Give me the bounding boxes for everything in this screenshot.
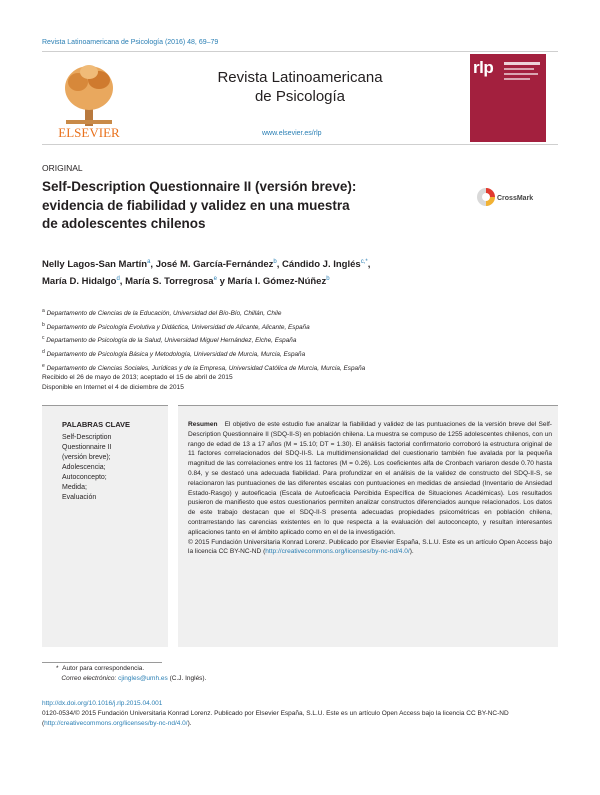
section-label: ORIGINAL bbox=[42, 163, 83, 173]
affiliation: $^c$ Departamento de Psicología de la Salud, Universidad Miguel Hernández, Elche, España bbox=[42, 335, 297, 345]
affiliation-list bbox=[42, 306, 562, 374]
journal-title-line2: de Psicología bbox=[254, 88, 346, 105]
elsevier-wordmark: ELSEVIER bbox=[58, 125, 120, 140]
affiliation: $^a$ Departamento de Ciencias de la Educación, Universidad del Bío-Bío, Chillán, Chile bbox=[42, 308, 282, 318]
crossmark-label: CrossMark bbox=[497, 195, 534, 202]
keyword: Adolescencia; bbox=[62, 464, 106, 471]
author: María S. Torregrosa$^e$ y bbox=[125, 276, 228, 288]
footnote bbox=[56, 664, 456, 684]
elsevier-logo bbox=[52, 58, 126, 140]
abstract-text: El objetivo de este estudio fue analizar la fiabilidad y validez de las puntuaciones de la versión breve del Self-Description Questionnaire II (SDQ-II-S) en población chilena. La muestra se compuso de 1255 adolescentes chilenos, con un rango de edad de 13 a 17 años (M = 15.10; DT = 1.30). El análisis factorial confirmatorio corroboró la estructura original de 11 factores correlacionados del SDQ-II-S. La multidimensionalidad del cuestionario también fue avalada por la pequeña magnitud de las correlaciones entre los 11 factores (M = 0.26). Los coeficientes alfa de Cronbach variaron desde 0.70 hasta 0.84, y se destacó una adecuada fiabilidad. Para profundizar en el análisis de la validez de constructo del SDQ-II-S, se relacionaron las puntuaciones de las diferentes escalas con puntuaciones en medidas de ansiedad (Inventario de Ansiedad Estado-Rasgo) y autoeficacia (Escala de Autoeficacia Percibida Específica de Situaciones Académicas). Los resultados pusieron de manifiesto que estos cuestionarios permiten analizar constructos diferenciados aunque relacionados. Los datos de este trabajo destacan que el SDQ-II-S presenta adecuadas propiedades psicométricas en población chilena, contrarrestando las carencias existentes en lo que respecta a la evaluación del autoconcepto, y resultan interesantes aplicaciones tanto en el ámbito aplicado como en el de la investigación. bbox=[188, 421, 552, 536]
license-footer: 0120-0534/© 2015 Fundación Universitaria Konrad Lorenz. Publicado por Elsevier España, S.L.U. Este es un artículo Open Access bajo la licencia CC BY-NC-ND (http://creativecommons.org/licenses/by-nc-nd/4.0/). bbox=[42, 710, 509, 727]
abstract-copyright: © 2015 Fundación Universitaria Konrad Lorenz. Publicado por Elsevier España, S.L.U. Este es un artículo Open Access bajo la licencia CC BY-NC-ND (http://creativecommons.org/licenses/by-nc-nd/4.0/). bbox=[188, 538, 552, 556]
title-line-3: de adolescentes chilenos bbox=[42, 216, 206, 231]
keywords-heading: PALABRAS CLAVE bbox=[62, 420, 131, 429]
license-link[interactable]: http://creativecommons.org/licenses/by-nc-nd/4.0/ bbox=[265, 548, 410, 556]
author: Cándido J. Inglés$^{c,*}$, bbox=[282, 259, 371, 271]
journal-title-line1: Revista Latinoamericana bbox=[217, 69, 383, 86]
title-line-2: evidencia de fiabilidad y validez en una muestra bbox=[42, 197, 350, 213]
footnote-divider bbox=[42, 662, 162, 663]
journal-citation: Revista Latinoamericana de Psicología (2016) 48, 69–79 bbox=[42, 39, 219, 46]
doi-link[interactable]: http://dx.doi.org/10.1016/j.rlp.2015.04.001 bbox=[42, 700, 163, 707]
keyword: (versión breve); bbox=[62, 454, 111, 461]
keyword: Questionnaire II bbox=[62, 444, 112, 451]
keyword: Medida; bbox=[62, 484, 87, 491]
keywords-list bbox=[62, 433, 162, 503]
article-title bbox=[42, 178, 442, 234]
tree-icon bbox=[65, 65, 113, 126]
affiliation: $^e$ Departamento de Ciencias Sociales, Jurídicas y de la Empresa, Universidad Católica de Murcia, Murcia, España bbox=[42, 362, 366, 372]
journal-url-link[interactable]: www.elsevier.es/rlp bbox=[262, 130, 322, 137]
title-line-1: Self-Description Questionnaire II (versión breve): bbox=[42, 179, 357, 194]
affiliation: $^b$ Departamento de Psicología Evolutiva y Didáctica, Universidad de Alicante, Alicante, España bbox=[42, 321, 310, 331]
cover-graphic bbox=[502, 60, 542, 90]
author-list bbox=[42, 255, 542, 289]
journal-title bbox=[200, 68, 400, 106]
author: Nelly Lagos-San Martín$^a$, bbox=[42, 259, 156, 271]
keyword: Evaluación bbox=[62, 494, 97, 501]
author: María D. Hidalgo$^d$, bbox=[42, 276, 126, 288]
received-date: Recibido el 26 de mayo de 2013; aceptado el 15 de abril de 2015 bbox=[42, 374, 233, 381]
crossmark-icon bbox=[477, 188, 495, 206]
article-dates bbox=[42, 373, 562, 393]
author: José M. García-Fernández$^b$, bbox=[155, 259, 283, 271]
email-note: Correo electrónico: cjingles@umh.es (C.J. Inglés). bbox=[61, 675, 207, 682]
abstract bbox=[188, 420, 552, 557]
footer-license-link[interactable]: http://creativecommons.org/licenses/by-nc-nd/4.0/ bbox=[44, 720, 188, 727]
cover-abbrev: rlp bbox=[473, 58, 494, 77]
correspondence-note: * Autor para correspondencia. bbox=[56, 665, 145, 672]
abstract-label: Resumen bbox=[188, 421, 218, 428]
keyword: Self-Description bbox=[62, 434, 112, 441]
keyword: Autoconcepto; bbox=[62, 474, 107, 481]
email-link[interactable]: cjingles@umh.es bbox=[118, 675, 168, 682]
author: María I. Gómez-Núñez$^b$ bbox=[227, 276, 330, 288]
online-date: Disponible en Internet el 4 de diciembre de 2015 bbox=[42, 384, 184, 391]
affiliation: $^d$ Departamento de Psicología Básica y Metodología, Universidad de Murcia, Murcia, España bbox=[42, 348, 306, 358]
